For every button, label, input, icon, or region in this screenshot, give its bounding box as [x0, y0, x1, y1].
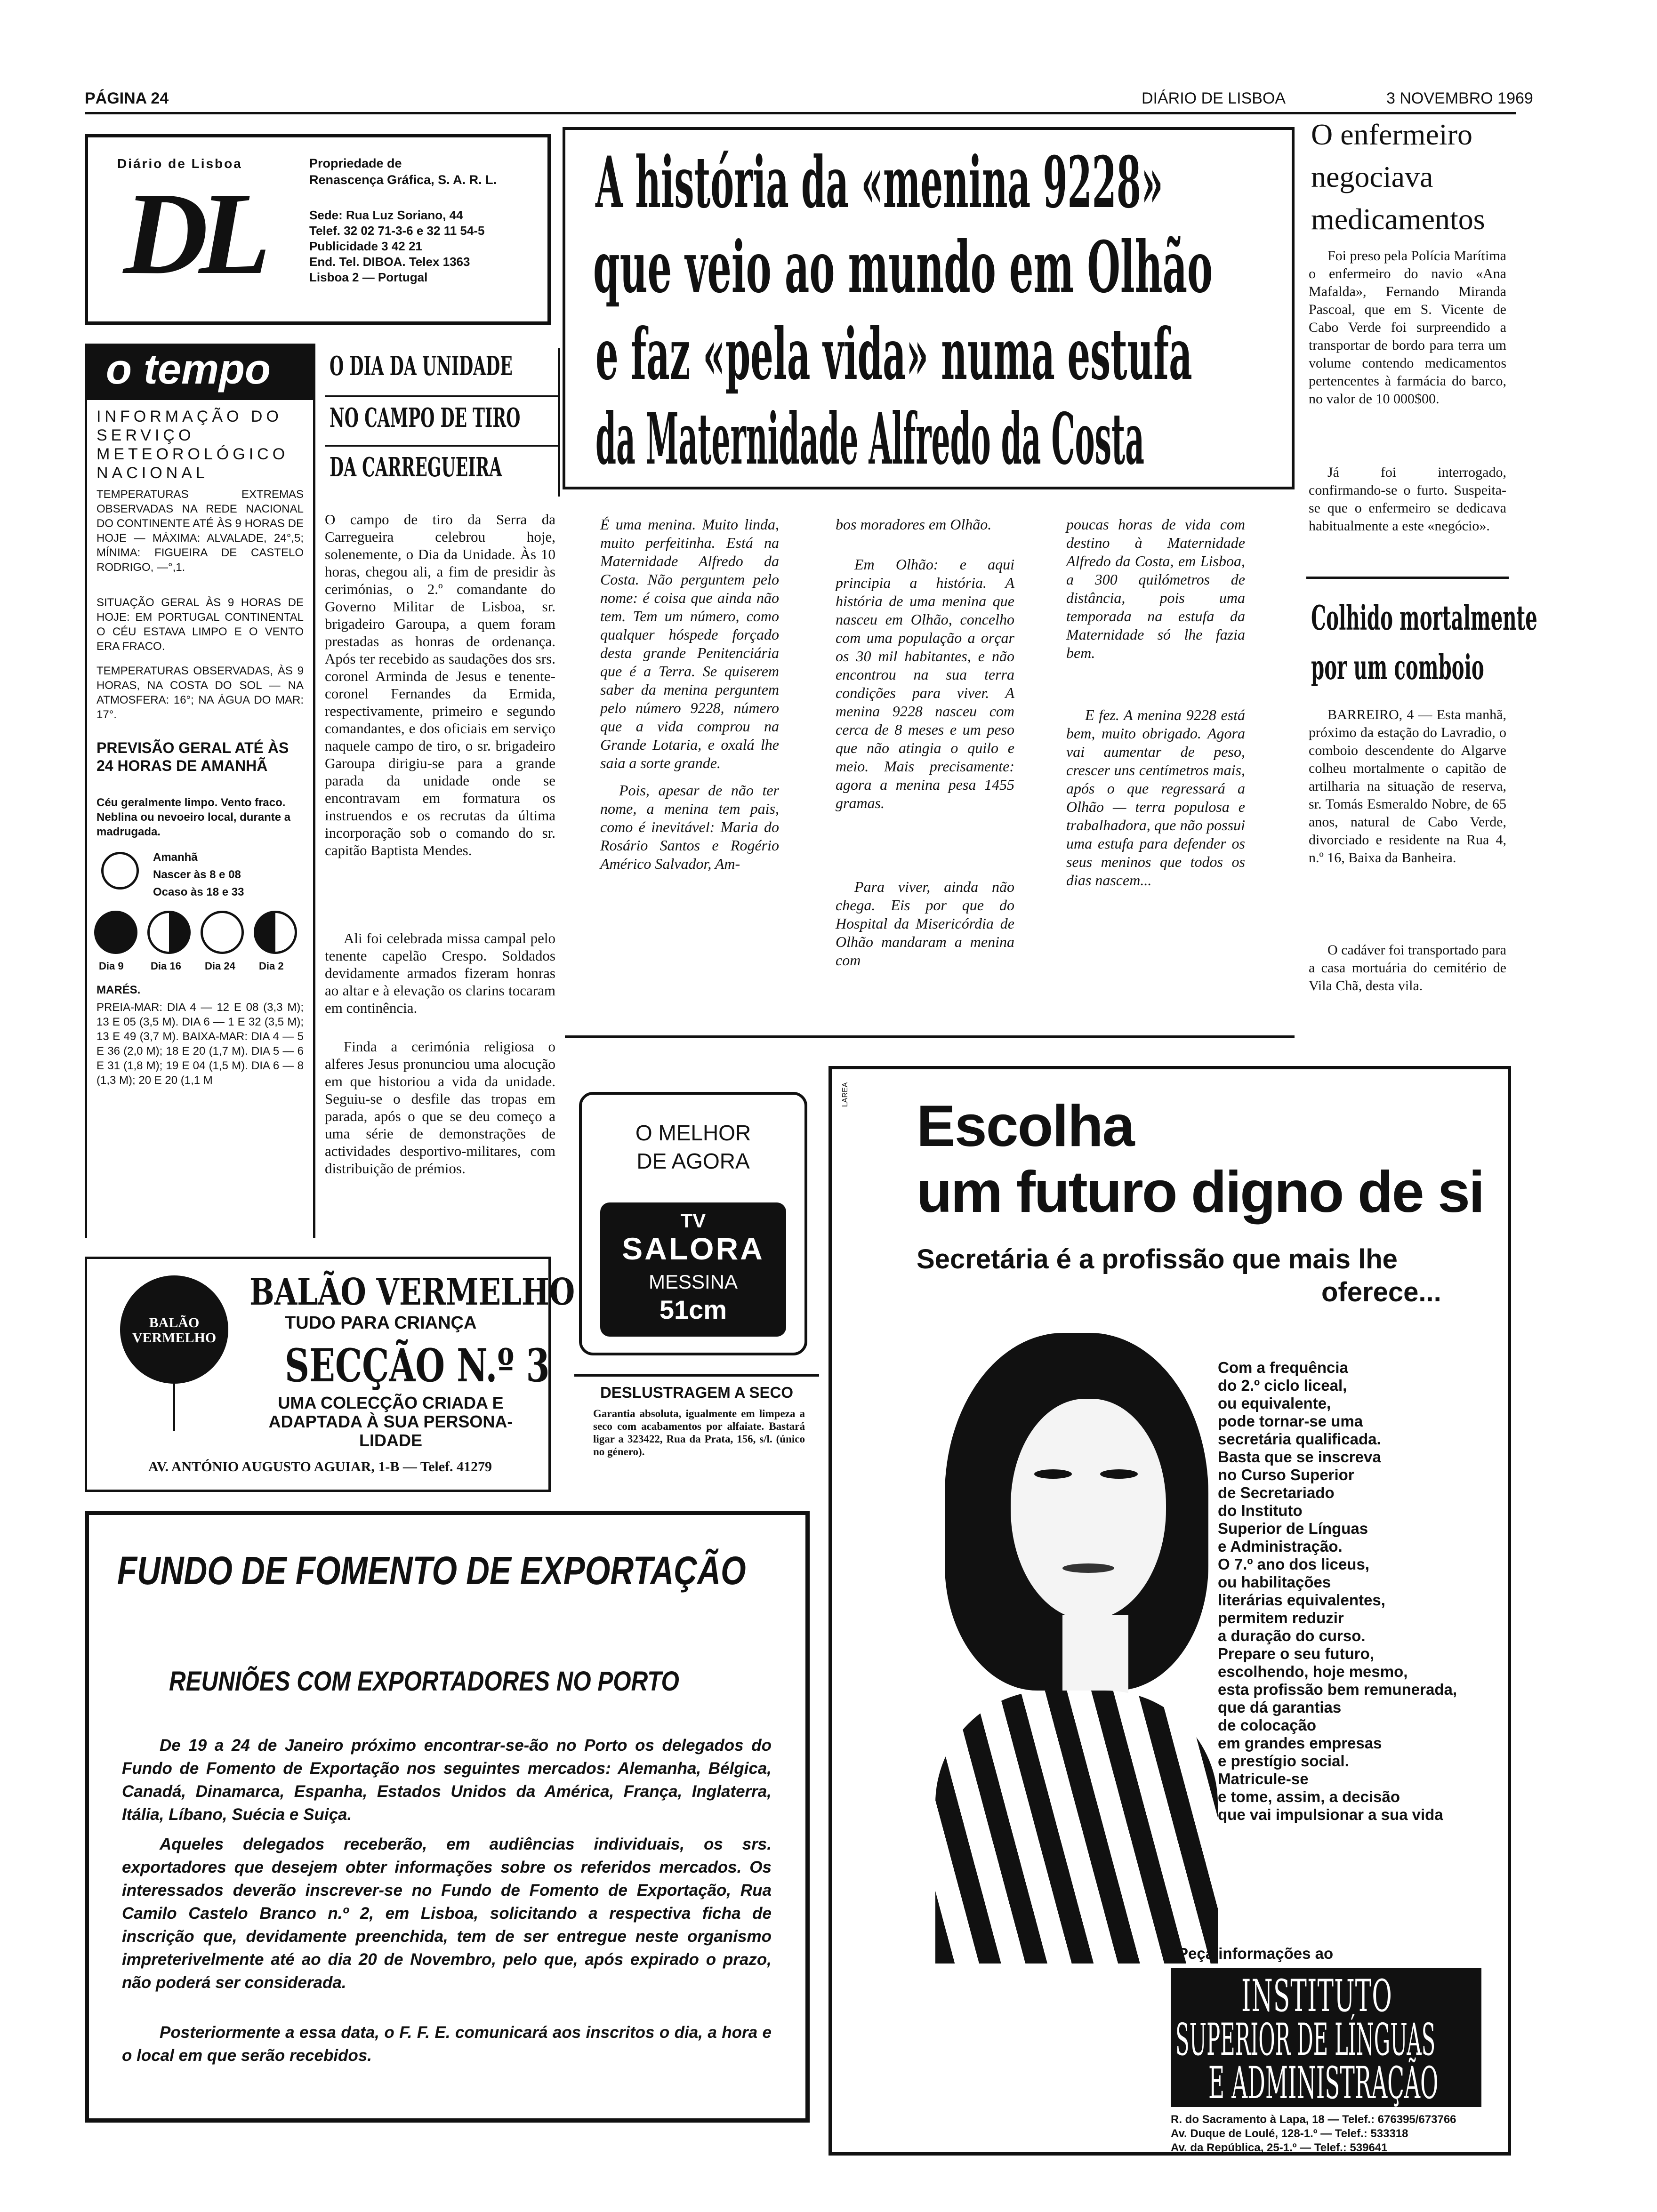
body-line: esta profissão bem remunerada, [1218, 1681, 1457, 1698]
balao-seccao: SECÇÃO N.º 3 [285, 1339, 550, 1392]
menina-bottom-rule [565, 1035, 1295, 1038]
instituto-line-1: INSTITUTO [1241, 1971, 1392, 2022]
carregueira-headline-1: O DIA DA UNIDADE [330, 351, 513, 382]
deslustragem-ad [574, 1374, 819, 1497]
enfermeiro-paragraph-1: Foi preso pela Polícia Marítima o enfermeiro do navio «Ana Mafalda», Fernando Miranda Pascoal, que em S. Vicente de Cabo Verde foi surpreendido a transportar de bordo para terra um volume contendo medicamentos pertencentes à farmácia do barco, no valor de 10 000$00. [1309, 248, 1506, 407]
salora-brand: SALORA [622, 1231, 764, 1266]
salora-model: MESSINA [648, 1271, 738, 1293]
headline-rule [325, 445, 560, 447]
body-line: e tome, assim, a decisão [1218, 1788, 1400, 1805]
body-line: Prepare o seu futuro, [1218, 1645, 1374, 1662]
instituto-address-3: Av. da República, 25-1.º — Telef.: 539641 [1171, 2141, 1388, 2154]
body-line: O 7.º ano dos liceus, [1218, 1555, 1369, 1573]
carregueira-paragraph-3: Finda a cerimónia religiosa o alferes Jesus pronunciou uma alocução em que historiou a vida da unidade. Seguiu-se o desfile das tropas em parada, após o que se deu começo a uma série de demonstrações de actividades desportivo-militares, com distribuição de prémios. [325, 1038, 555, 1177]
body-line: no Curso Superior [1218, 1466, 1354, 1483]
owner-line-2: Renascença Gráfica, S. A. R. L. [309, 173, 497, 187]
balao-address: AV. ANTÓNIO AUGUSTO AGUIAR, 1-B — Telef. 41279 [148, 1459, 492, 1475]
deslustragem-title: DESLUSTRAGEM A SECO [600, 1384, 794, 1401]
page-number: PÁGINA 24 [85, 89, 169, 107]
sun-icon [101, 852, 139, 890]
body-line: e prestígio social. [1218, 1752, 1349, 1770]
address-line-5: Lisboa 2 — Portugal [309, 270, 428, 284]
body-line: permitem reduzir [1218, 1609, 1344, 1627]
body-line: de colocação [1218, 1716, 1317, 1734]
body-line: de Secretariado [1218, 1484, 1335, 1501]
tides-text: PREIA-MAR: DIA 4 — 12 E 08 (3,3 M); 13 E 05 (3,5 M). DIA 6 — 1 E 32 (3,5 M); 13 E 49 (3,7 M). BAIXA-MAR: DIA 4 — 5 E 36 (2,0 M); 18 E 20 (1,7 M). DIA 5 — 6 E 31 (1,8 M); 19 E 04 (1,5 M). DIA 6 — 8 (1,3 M); 20 E 20 (1,1 M [97, 1001, 304, 1087]
ad-side-label: LAREA [841, 1082, 849, 1107]
moon-last-quarter-icon [254, 911, 297, 954]
masthead-box [85, 134, 551, 325]
menina-column-1: É uma menina. Muito linda, muito perfeitinha. Está na Maternidade Alfredo da Costa. Não perguntem pelo nome: é coisa que ainda não tem. Tem um número, como qualquer hóspede forçado desta grande Penitenciária que é a Terra. Se quiserem saber da menina perguntem pelo número 9228, número que a vida comprou na Grande Lotaria, e oxalá lhe saia a sorte grande. [600, 516, 779, 771]
instituto-line-2: SUPERIOR DE LÍNGUAS [1175, 2014, 1436, 2066]
body-line: Matricule-se [1218, 1770, 1309, 1787]
body-line: que vai impulsionar a sua vida [1218, 1806, 1443, 1823]
address-line-3: Publicidade 3 42 21 [309, 239, 422, 253]
body-line: e Administração. [1218, 1538, 1343, 1555]
balao-vermelho-ad [85, 1257, 575, 1492]
fundo-paragraph-2: Aqueles delegados receberão, em audiências individuais, os srs. exportadores que desejem obter informações sobre os referidos mercados. Os interessados deverão inscrever-se no Fundo de Fomento de Exportação, Rua Camilo Castelo Branco n.º 2, em Lisboa, solicitando a respectiva ficha de inscrição que, devidamente preenchida, tem de ser entregue neste organismo impreterivelmente até ao dia 20 de Novembro, pelo que, após expirado o prazo, não poderá ser considerada. [122, 1835, 772, 1992]
enfermeiro-headline-2: negociava [1311, 160, 1433, 193]
newspaper-name: DIÁRIO DE LISBOA [1142, 89, 1286, 107]
balao-title: BALÃO VERMELHO [249, 1271, 575, 1314]
sunset-time: Ocaso às 18 e 33 [153, 886, 244, 898]
moon-day-3: Dia 24 [205, 960, 235, 972]
menina-headline-2: que veio ao mundo em Olhão [593, 226, 1213, 309]
body-line: literárias equivalentes, [1218, 1591, 1385, 1609]
weather-box [85, 344, 315, 1238]
menina-column-3: poucas horas de vida com destino à Maternidade Alfredo da Costa, em Lisboa, a 300 quilómetros de distância, pois uma temporada na estufa da Maternidade só lhe fazia bem. [1066, 516, 1245, 661]
comboio-paragraph-2: O cadáver foi transportado para a casa mortuária do cemitério de Vila Chã, desta vila. [1309, 942, 1506, 994]
body-line: em grandes empresas [1218, 1734, 1382, 1752]
weather-situation: SITUAÇÃO GERAL ÀS 9 HORAS DE HOJE: EM PORTUGAL CONTINENTAL O CÉU ESTAVA LIMPO E O VENTO ERA FRACO. [97, 596, 304, 653]
moon-full-icon [201, 911, 244, 954]
body-line: Com a frequência [1218, 1359, 1348, 1376]
address-line-1: Sede: Rua Luz Soriano, 44 [309, 208, 463, 222]
peca-informacoes: Peça informações ao [1178, 1945, 1334, 1962]
body-line: pode tornar-se uma [1218, 1412, 1363, 1430]
escolha-subtitle-2: oferece... [1321, 1277, 1441, 1307]
header-rule [85, 112, 1516, 114]
moon-new-icon [94, 911, 137, 954]
menina-column-2b: Em Olhão: e aqui principia a história. A história de uma menina que nasceu em Olhão, concelho com uma população a orçar os 30 mil habitantes, e não encontrou na sua terra condições para viver. A menina 9228 nasceu com cerca de 8 meses e um peso que não atingia o quilo e meio. Mais precisamente: agora a menina pesa 1455 gramas. [836, 556, 1014, 811]
instituto-ad [828, 1066, 1511, 2156]
comboio-headline-2: por um comboio [1311, 647, 1484, 687]
enfermeiro-headline-1: O enfermeiro [1311, 118, 1472, 151]
menina-headline-1: A história da «menina 9228» [595, 141, 1163, 224]
salora-size: 51cm [659, 1295, 727, 1324]
balloon-logo-text: BALÃO VERMELHO [132, 1315, 217, 1346]
carregueira-paragraph-1: O campo de tiro da Serra da Carregueira celebrou hoje, solenemente, o Dia da Unidade. Às 10 horas, chegou ali, a fim de presidir às cerimónias, o 2.º comandante do Governo Militar de Lisboa, sr. brigadeiro Garoupa, a quem foram prestadas as honras de ordenança. Após ter recebido as saudações dos srs. coronel Arminda de Jesus e tenente-coronel Fernandes da Ermida, respectivamente, primeiro e segundo comandantes, e dos oficiais em serviço naquele campo de tiro, o sr. brigadeiro Garoupa dirigiu-se para a grande parada da unidade onde se encontravam em formatura os instruendos e os recrutas da última incorporação sob o comando do sr. capitão Baptista Mendes. [325, 511, 555, 858]
weather-logo: o tempo [106, 346, 271, 393]
deslustragem-text: Garantia absoluta, igualmente em limpeza a seco com acabamentos por alfaiate. Bastará ligar a 323422, Rua da Prata, 156, s/l. (único no género). [593, 1408, 805, 1458]
body-line: ou equivalente, [1218, 1395, 1331, 1412]
weather-service: INFORMAÇÃO DO SERVIÇO METEOROLÓGICO NACIONAL [97, 408, 289, 482]
body-line: Superior de Línguas [1218, 1520, 1368, 1537]
moon-day-2: Dia 16 [151, 960, 181, 972]
body-line: Basta que se inscreva [1218, 1448, 1381, 1466]
sun-label: Amanhã [153, 851, 198, 864]
balao-line-1: UMA COLECÇÃO CRIADA E [278, 1393, 504, 1412]
balao-subtitle: TUDO PARA CRIANÇA [285, 1313, 477, 1333]
salora-tv-label: TV [680, 1210, 706, 1232]
menina-column-2: bos moradores em Olhão. [836, 516, 992, 533]
body-line: ou habilitações [1218, 1573, 1331, 1591]
comboio-paragraph-1: BARREIRO, 4 — Esta manhã, próximo da estação do Lavradio, o comboio descendente do Algarve colheu mortalmente o capitão de artilharia na situação de reserva, sr. Tomás Esmeraldo Nobre, de 65 anos, natural de Cabo Verde, divorciado e residente na Rua 4, n.º 16, Baixa da Banheira. [1309, 707, 1506, 866]
menina-headline-4: da Maternidade Alfredo da Costa [595, 398, 1144, 481]
escolha-body [1218, 1359, 1500, 1824]
balao-line-2: ADAPTADA À SUA PERSONA- [268, 1412, 513, 1431]
carregueira-paragraph-2: Ali foi celebrada missa campal pelo tenente capelão Crespo. Soldados devidamente armados fizeram honras ao altar e à elevação os clarins tocaram em continência. [325, 930, 555, 1016]
salora-ad [574, 1073, 819, 1370]
weather-costa-do-sol: TEMPERATURAS OBSERVADAS, ÀS 9 HORAS, NA COSTA DO SOL — NA ATMOSFERA: 16°; NA ÁGUA DO MAR: 17°. [97, 665, 304, 721]
forecast-text: Céu geralmente limpo. Vento fraco. Neblina ou nevoeiro local, durante a madrugada. [97, 796, 291, 838]
menina-column-1b: Pois, apesar de não ter nome, a menina tem pais, como é inevitável: Maria do Rosário Santos e Rogério Américo Salvador, Am- [600, 782, 779, 872]
headline-rule [325, 395, 560, 397]
tides-title: MARÉS. [97, 984, 141, 996]
body-line: que dá garantias [1218, 1699, 1342, 1716]
comboio-headline-1: Colhido mortalmente [1311, 598, 1537, 638]
escolha-title-1: Escolha [917, 1094, 1134, 1159]
instituto-address-1: R. do Sacramento à Lapa, 18 — Telef.: 676395/673766 [1171, 2113, 1456, 2126]
balloon-string [173, 1384, 175, 1431]
salora-top-2: DE AGORA [636, 1149, 750, 1173]
escolha-subtitle-1: Secretária é a profissão que mais lhe [917, 1244, 1398, 1274]
body-line: escolhendo, hoje mesmo, [1218, 1663, 1408, 1680]
menina-column-2c: Para viver, ainda não chega. Eis por que do Hospital da Misericórdia de Olhão mandaram a menina com [836, 878, 1014, 969]
owner-line-1: Propriedade de [309, 156, 402, 170]
menina-column-3b: E fez. A menina 9228 está bem, muito obrigado. Agora vai aumentar de peso, crescer uns centímetros mais, após o que regressará a Olhão — terra populosa e trabalhadora, que não possui uma estufa para defender os seus meninos que todos os dias nascem... [1066, 706, 1245, 889]
dl-logo: DL [123, 168, 262, 299]
moon-first-quarter-icon [147, 911, 191, 954]
enfermeiro-headline-3: medicamentos [1311, 202, 1485, 236]
moon-day-1: Dia 9 [99, 960, 124, 972]
fundo-paragraph-3: Posteriormente a essa data, o F. F. E. comunicará aos inscritos o dia, a hora e o local em que serão recebidos. [122, 2023, 772, 2065]
sunrise-time: Nascer às 8 e 08 [153, 868, 241, 881]
body-line: secretária qualificada. [1218, 1430, 1381, 1448]
fundo-subtitle: REUNIÕES COM EXPORTADORES NO PORTO [169, 1666, 679, 1697]
enfermeiro-rule [1306, 577, 1509, 579]
balao-line-3: LIDADE [359, 1431, 422, 1450]
masthead-name: Diário de Lisboa [117, 156, 242, 171]
body-line: do Instituto [1218, 1502, 1303, 1519]
fundo-title: FUNDO DE FOMENTO DE EXPORTAÇÃO [117, 1548, 746, 1593]
fundo-paragraph-1: De 19 a 24 de Janeiro próximo encontrar-se-ão no Porto os delegados do Fundo de Fomento de Exportação nos seguintes mercados: Alemanha, Bélgica, Canadá, Dinamarca, Espanha, Estados Unidos da América, França, Inglaterra, Itália, Líbano, Suécia e Suiça. [122, 1736, 772, 1824]
instituto-line-3: E ADMINISTRAÇÃO [1208, 2058, 1439, 2109]
weather-extremes: TEMPERATURAS EXTREMAS OBSERVADAS NA REDE NACIONAL DO CONTINENTE ATÉ ÀS 9 HORAS DE HOJE — MÁXIMA: ALVALADE, 24°,5; MÍNIMA: FIGUEIRA DE CASTELO RODRIGO, —°,1. [97, 488, 304, 574]
address-line-2: Telef. 32 02 71-3-6 e 32 11 54-5 [309, 224, 485, 238]
woman-portrait-image [907, 1314, 1227, 1964]
issue-date: 3 NOVEMBRO 1969 [1386, 89, 1533, 107]
escolha-title-2: um futuro digno de si [917, 1160, 1484, 1225]
carregueira-headline-3: DA CARREGUEIRA [330, 452, 502, 483]
fundo-fomento-box [85, 1511, 810, 2123]
body-line: do 2.º ciclo liceal, [1218, 1377, 1347, 1394]
salora-top-1: O MELHOR [635, 1121, 751, 1145]
carregueira-headline-2: NO CAMPO DE TIRO [330, 402, 521, 433]
moon-day-4: Dia 2 [259, 960, 284, 972]
forecast-title: PREVISÃO GERAL ATÉ ÀS 24 HORAS DE AMANHÃ [97, 739, 289, 774]
address-line-4: End. Tel. DIBOA. Telex 1363 [309, 255, 470, 269]
enfermeiro-paragraph-2: Já foi interrogado, confirmando-se o furto. Suspeita-se que o enfermeiro se dedicava habitualmente a este «negócio». [1309, 465, 1506, 534]
body-line: a duração do curso. [1218, 1627, 1366, 1644]
instituto-address-2: Av. Duque de Loulé, 128-1.º — Telef.: 533318 [1171, 2127, 1408, 2140]
menina-headline-3: e faz «pela vida» numa estufa [595, 313, 1192, 396]
